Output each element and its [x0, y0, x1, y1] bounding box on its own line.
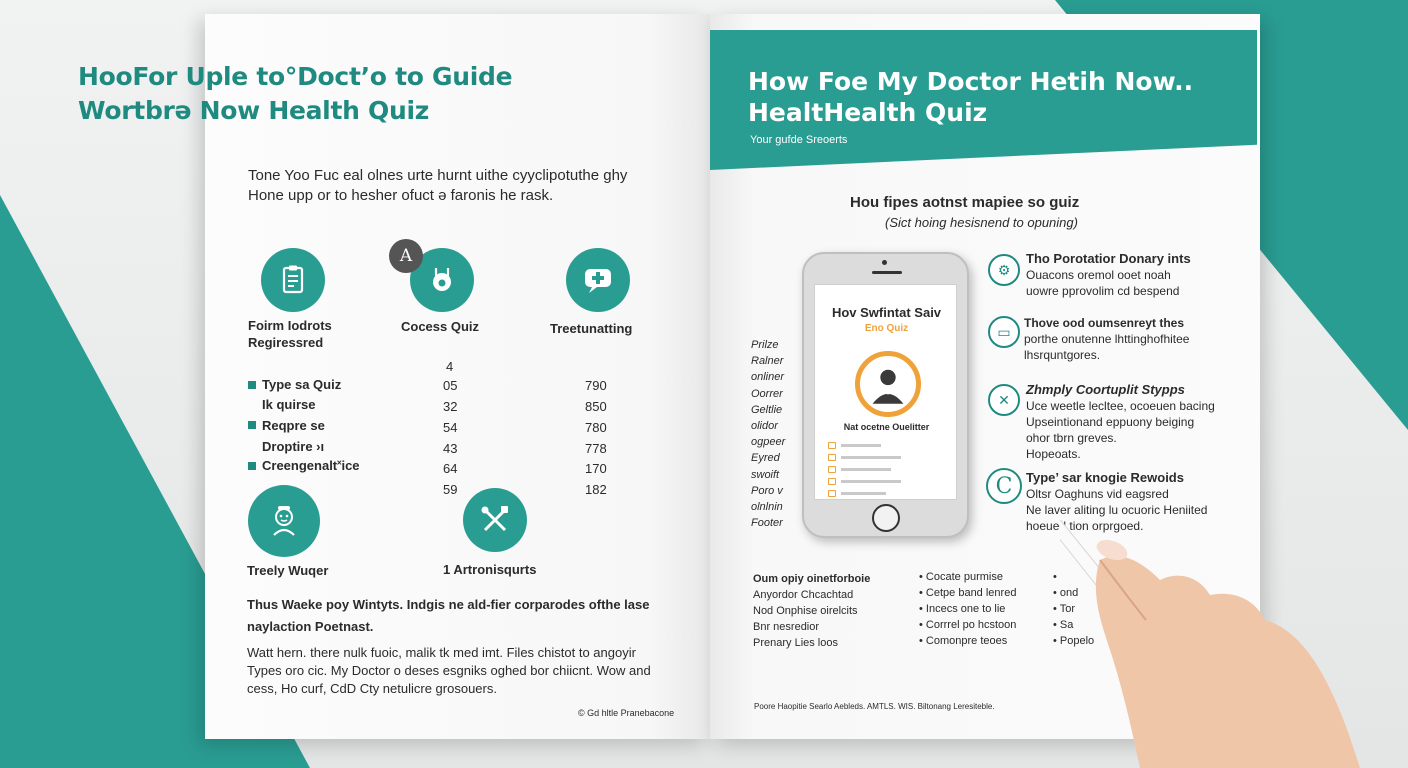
phone-screen	[814, 284, 957, 500]
table-cell: 32	[443, 399, 458, 414]
right-page-title: How Foe My Doctor Hetih Now.. HealtHealth Quiz	[748, 67, 1194, 127]
tools-icon: ✕	[988, 384, 1020, 416]
bottom-left-list: Oum opiy oinetforboie Anyordor Chcachtad Nod Onphise oirelcits Bnr nesredior Prenary Lies loos	[753, 573, 871, 649]
badge-a: A	[389, 239, 423, 273]
phone-mockup	[802, 252, 969, 538]
icon-label-5: 1 Artronisqurts	[443, 562, 537, 577]
phone-speaker	[872, 271, 902, 274]
step-4: Type’ sar knogie Rewoids Oltsr Oaghuns vid eagsred Ne laver aliting lu ocuoric Heniited hoeued tion orprgoed.	[1026, 470, 1208, 533]
step-1: Tho Porotatior Donary ints Ouacons oremol ooet noah uowre pprovolim cd bespend	[1026, 251, 1191, 298]
side-word-list: Prilze Ralner onliner Oorrer Geltlie olidor ogpeer Eyred swoift Poro v olnlnin Footer	[751, 339, 786, 530]
table-cell: 59	[443, 482, 458, 497]
section-title: Hou fipes aotnst mapiee so guiz	[850, 194, 1080, 211]
footer-paragraph: Watt hern. there nulk fuoic, malik tk med imt. Files chistot to angoyir Types oro cic. My Doctor o deses esgniks oghed bor chiicnt. Wow and cess, Ho curf, CdD Cty netulicre grosouers.	[247, 645, 651, 696]
table-cell: 64	[443, 461, 458, 476]
row-bullet	[248, 462, 256, 470]
chat-medical-icon	[566, 248, 630, 312]
right-footer-note: Poore Haopitie Searlo Aebleds. AMTLS. WIS. Biltonang Leresiteble.	[754, 702, 995, 711]
checklist-line	[841, 492, 886, 495]
table-cell: 780	[585, 420, 607, 435]
table-cell: 05	[443, 378, 458, 393]
hand-with-pen	[1060, 520, 1408, 768]
checkbox[interactable]	[828, 442, 836, 449]
footer-bold-2: naylaction Poetnast.	[247, 619, 374, 634]
icon-label-3: Treetunatting	[550, 321, 633, 336]
settings-icon: ⚙	[988, 254, 1020, 286]
step-3: Zhmply Coortuplit Stypps Uce weetle lecltee, ocoeuen bacing Upseintionand eppuony beiging ohor tbrn greves. Hopeoats.	[1026, 382, 1215, 461]
left-title-line-2: Wortbrə Now Health Quiz	[78, 96, 429, 125]
table-row-label-1: Type sa Quiz	[262, 377, 342, 392]
footer-bold: Thus Waeke poy Wintyts. Indgis ne ald-fier corparodes ofthe lase	[247, 597, 650, 612]
table-row-label-2: Ik quirse	[262, 397, 316, 412]
left-title-line-1: HooFor Uple to°Doct’o to Guide	[78, 62, 513, 91]
intro-line-2: Hone upp or to hesher ofuct ə faronis he rask.	[248, 187, 554, 204]
icon-label-4: Treely Wuqer	[247, 563, 329, 578]
left-page-title	[78, 60, 512, 128]
table-cell: 43	[443, 441, 458, 456]
checklist-line	[841, 480, 901, 483]
left-intro-text	[248, 166, 627, 206]
doctor-avatar	[855, 351, 921, 417]
phone-home-button[interactable]	[872, 504, 900, 532]
table-cell: 182	[585, 482, 607, 497]
doctor-face-icon	[248, 485, 320, 557]
row-bullet	[248, 421, 256, 429]
checklist-line	[841, 468, 891, 471]
right-subtitle: Your gufde Sreoerts	[750, 134, 848, 146]
clipboard-icon	[261, 248, 325, 312]
checkbox[interactable]	[828, 490, 836, 497]
checkbox[interactable]	[828, 466, 836, 473]
monitor-icon: ▭	[988, 316, 1020, 348]
intro-line-1: Tone Yoo Fuc eal olnes urte hurnt uithe cyyclipotuthe ghy	[248, 167, 628, 184]
table-cell: 54	[443, 420, 458, 435]
phone-camera	[882, 260, 887, 265]
step-2: Thove ood oumsenreyt thes porthe onutenne lhttinghofhitee lhsrquntgores.	[1024, 316, 1190, 362]
bottom-right-list: • • ond • Tor • Sa • Popelo	[1053, 571, 1095, 647]
icon-label-2: Cocess Quiz	[401, 319, 480, 334]
table-row-label-5: Creengenalt˟ice	[262, 458, 360, 473]
tools-icon	[463, 488, 527, 552]
section-subtitle: (Sict hoing hesisnend to opuning)	[885, 215, 1078, 230]
phone-caption: Nat ocetne Ouelitter	[843, 422, 930, 432]
table-row-label-4: Droptire ›ı	[262, 439, 325, 454]
corner-note: © Gd hltle Pranebacone	[578, 708, 675, 718]
table-row-label-3: Reqpre se	[262, 418, 325, 433]
c-icon: C	[986, 468, 1022, 504]
icon-label-1: Foirm Iodrots Regiressred	[248, 318, 332, 350]
table-cell: 850	[585, 399, 607, 414]
phone-title: Hov Swfintat Saiv	[831, 305, 942, 320]
row-bullet	[248, 381, 256, 389]
table-cell: 790	[585, 378, 607, 393]
table-cell: 778	[585, 441, 607, 456]
phone-subtitle: Eno Quiz	[864, 323, 909, 334]
table-head-number: 4	[446, 359, 454, 374]
checkbox[interactable]	[828, 478, 836, 485]
checkbox[interactable]	[828, 454, 836, 461]
checklist-line	[841, 444, 881, 447]
bottom-mid-list: • Cocate purmise • Cetpe band lenred • Incecs one to lie • Corrrel po hcstoon • Comonpre teoes	[919, 571, 1017, 647]
checklist-line	[841, 456, 901, 459]
table-cell: 170	[585, 461, 607, 476]
